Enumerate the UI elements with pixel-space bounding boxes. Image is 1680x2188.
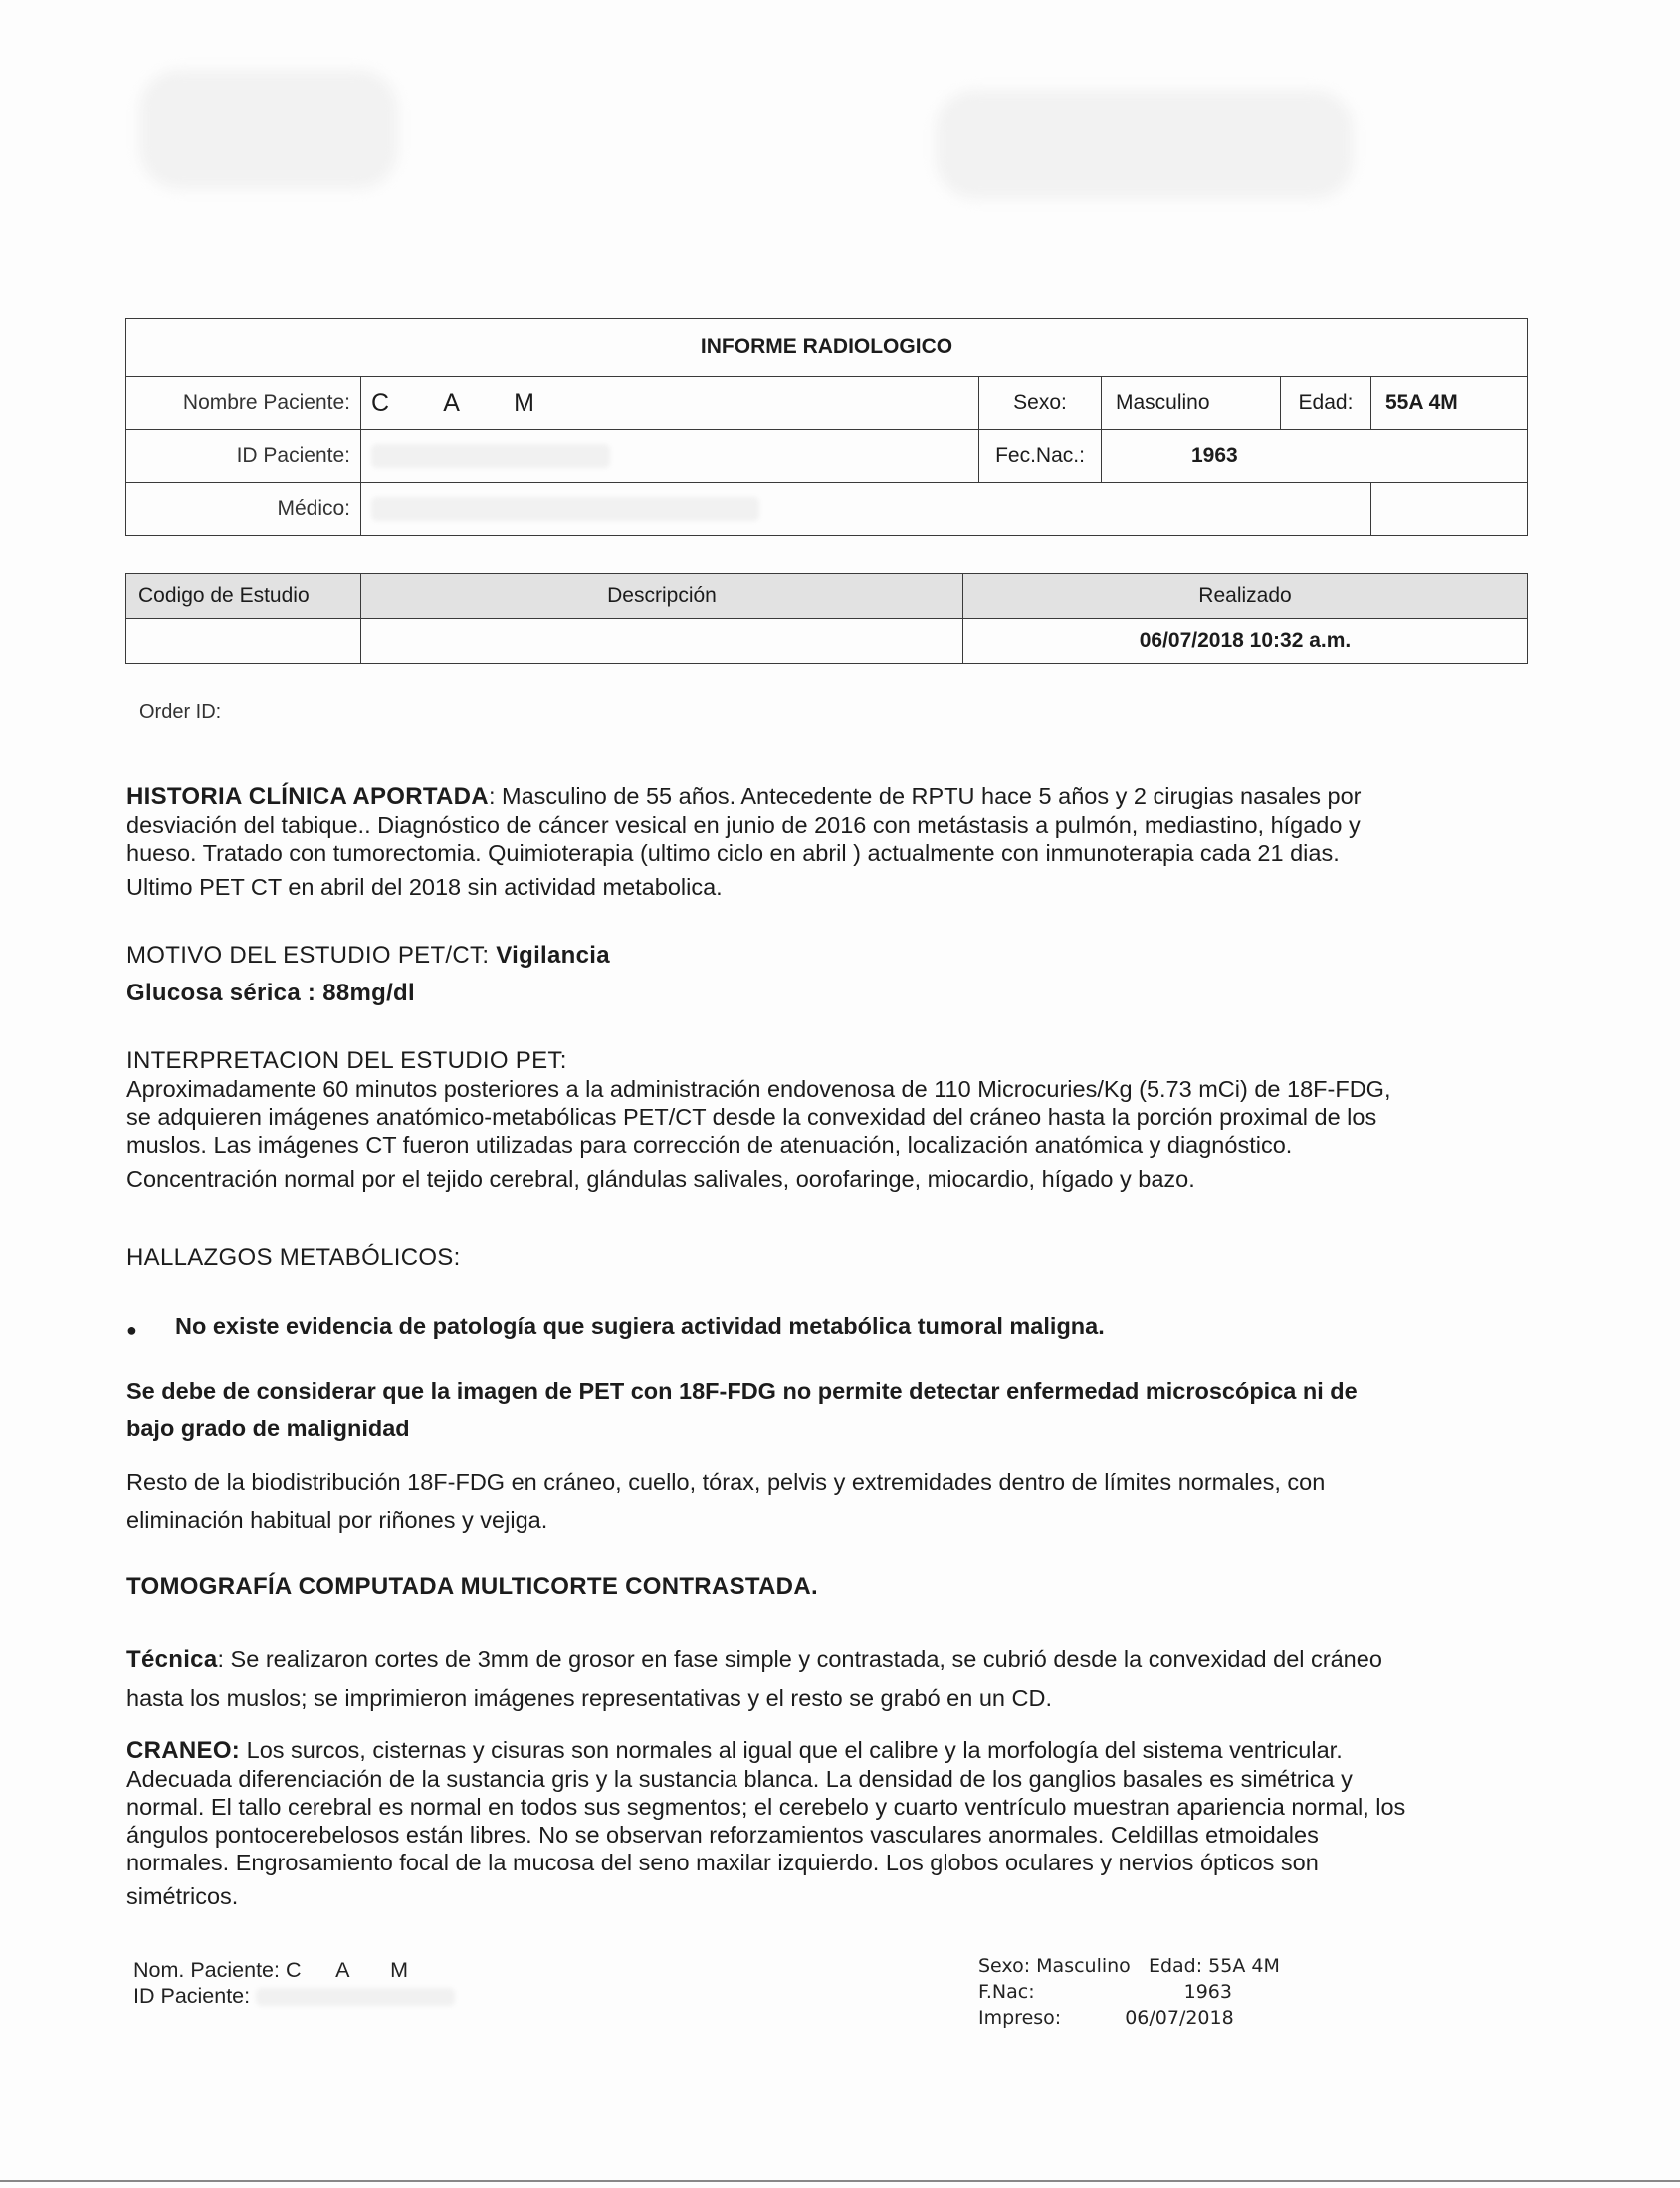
report-title: INFORME RADIOLOGICO	[126, 319, 1528, 377]
bullet-icon: ●	[126, 1320, 137, 1340]
performed-header: Realizado	[963, 574, 1528, 619]
study-code-cell	[126, 619, 361, 664]
clinical-history	[126, 782, 1362, 901]
patient-header-table	[125, 318, 1528, 536]
ct-technique	[126, 1641, 1382, 1717]
findings-title: HALLAZGOS METABÓLICOS:	[126, 1244, 461, 1271]
footer-dob-label: F.Nac:	[978, 1981, 1035, 2003]
interpretation-line: Concentración normal por el tejido cerebral, glándulas salivales, oorofaringe, miocardio, hígado y bazo.	[126, 1166, 1195, 1192]
serum-glucose: Glucosa sérica : 88mg/dl	[126, 980, 415, 1006]
footer-details	[978, 1953, 1280, 2031]
skull-label: CRANEO:	[126, 1737, 241, 1764]
footer-sex: Masculino	[1036, 1955, 1131, 1977]
rest-line: Resto de la biodistribución 18F-FDG en cráneo, cuello, tórax, pelvis y extremidades dentro de límites normales, con	[126, 1469, 1326, 1495]
dob-value: 1963	[1102, 430, 1528, 483]
interpretation-line: Aproximadamente 60 minutos posteriores a la administración endovenosa de 110 Microcuries/Kg (5.73 mCi) de 18F-FDG,	[126, 1076, 1391, 1102]
history-line: : Masculino de 55 años. Antecedente de RPTU hace 5 años y 2 cirugias nasales por	[488, 783, 1362, 809]
patient-name-label: Nombre Paciente:	[126, 377, 361, 430]
technique-label: Técnica	[126, 1646, 218, 1673]
description-header: Descripción	[361, 574, 963, 619]
scan-artifact	[936, 90, 1354, 199]
footer-patient	[133, 1957, 455, 2009]
note-line: bajo grado de malignidad	[126, 1416, 410, 1441]
order-id-label: Order ID:	[139, 701, 222, 723]
pet-interpretation	[126, 1047, 1390, 1193]
performed-date: 06/07/2018 10:32 a.m.	[963, 619, 1528, 664]
scan-artifact	[139, 70, 398, 189]
biodistribution	[126, 1463, 1325, 1539]
history-line: hueso. Tratado con tumorectomia. Quimioterapia (ultimo ciclo en abril ) actualmente con inmunoterapia cada 21 dias.	[126, 840, 1340, 866]
sex-value: Masculino	[1102, 377, 1281, 430]
history-line: Ultimo PET CT en abril del 2018 sin actividad metabolica.	[126, 874, 723, 900]
pet-limitation-note	[126, 1372, 1358, 1447]
page-bottom-rule	[0, 2180, 1680, 2182]
note-line: Se debe de considerar que la imagen de PET con 18F-FDG no permite detectar enfermedad microscópica ni de	[126, 1378, 1358, 1404]
ct-title: TOMOGRAFÍA COMPUTADA MULTICORTE CONTRASTADA.	[126, 1573, 818, 1600]
study-code-header: Codigo de Estudio	[126, 574, 361, 619]
dob-label: Fec.Nac.:	[979, 430, 1102, 483]
skull-line: Adecuada diferenciación de la sustancia gris y la sustancia blanca. La densidad de los ganglios basales es simétrica y	[126, 1766, 1353, 1792]
footer-sex-label: Sexo:	[978, 1955, 1031, 1977]
skull-line: ángulos pontocerebelosos están libres. No se observan reforzamientos vasculares anormales. Celdillas etmoidales	[126, 1822, 1319, 1848]
reason-value: Vigilancia	[489, 942, 610, 969]
footer-name: C A M	[285, 1958, 409, 1982]
history-title: HISTORIA CLÍNICA APORTADA	[126, 783, 489, 810]
redaction	[371, 497, 759, 521]
skull-findings	[126, 1736, 1405, 1910]
study-table	[125, 573, 1528, 664]
sex-label: Sexo:	[979, 377, 1102, 430]
technique-line: hasta los muslos; se imprimieron imágenes representativas y el resto se grabó en un CD.	[126, 1685, 1052, 1711]
findings-bullet: No existe evidencia de patología que sugiera actividad metabólica tumoral maligna.	[175, 1313, 1105, 1339]
skull-line: normales. Engrosamiento focal de la mucosa del seno maxilar izquierdo. Los globos oculares y nervios ópticos son	[126, 1850, 1319, 1875]
footer-dob: 1963	[1183, 1981, 1232, 2003]
skull-line: normal. El tallo cerebral es normal en todos sus segmentos; el cerebelo y cuarto ventrículo muestran apariencia normal, los	[126, 1794, 1406, 1820]
history-line: desviación del tabique.. Diagnóstico de cáncer vesical en junio de 2016 con metástasis a pulmón, mediastino, hígado y	[126, 812, 1361, 838]
footer-name-label: Nom. Paciente:	[133, 1958, 280, 1982]
description-cell	[361, 619, 963, 664]
interpretation-line: se adquieren imágenes anatómico-metabólicas PET/CT desde la convexidad del cráneo hasta la porción proximal de los	[126, 1104, 1377, 1130]
age-label: Edad:	[1281, 377, 1371, 430]
interpretation-title: INTERPRETACION DEL ESTUDIO PET:	[126, 1047, 567, 1074]
interpretation-line: muslos. Las imágenes CT fueron utilizadas para corrección de atenuación, localización anatómica y diagnóstico.	[126, 1132, 1293, 1158]
skull-line: Los surcos, cisternas y cisuras son normales al igual que el calibre y la morfología del sistema ventricular.	[240, 1737, 1343, 1763]
doctor-label: Médico:	[126, 483, 361, 536]
footer-age: 55A 4M	[1208, 1955, 1280, 1977]
footer-id-label: ID Paciente:	[133, 1984, 251, 2008]
redaction	[371, 444, 610, 468]
redaction	[256, 1988, 455, 2006]
rest-line: eliminación habitual por riñones y vejiga.	[126, 1507, 548, 1533]
patient-name: C A M	[361, 377, 979, 430]
empty-cell	[1371, 483, 1528, 536]
footer-age-label: Edad:	[1148, 1955, 1203, 1977]
technique-line: : Se realizaron cortes de 3mm de grosor en fase simple y contrastada, se cubrió desde la convexidad del cráneo	[217, 1646, 1382, 1672]
skull-line: simétricos.	[126, 1883, 239, 1909]
study-reason	[126, 942, 610, 970]
age-value: 55A 4M	[1371, 377, 1528, 430]
patient-id-value	[361, 430, 979, 483]
footer-printed-label: Impreso:	[978, 2007, 1062, 2029]
patient-id-label: ID Paciente:	[126, 430, 361, 483]
reason-title: MOTIVO DEL ESTUDIO PET/CT:	[126, 942, 490, 969]
footer-printed: 06/07/2018	[1125, 2007, 1234, 2029]
doctor-value	[361, 483, 1371, 536]
